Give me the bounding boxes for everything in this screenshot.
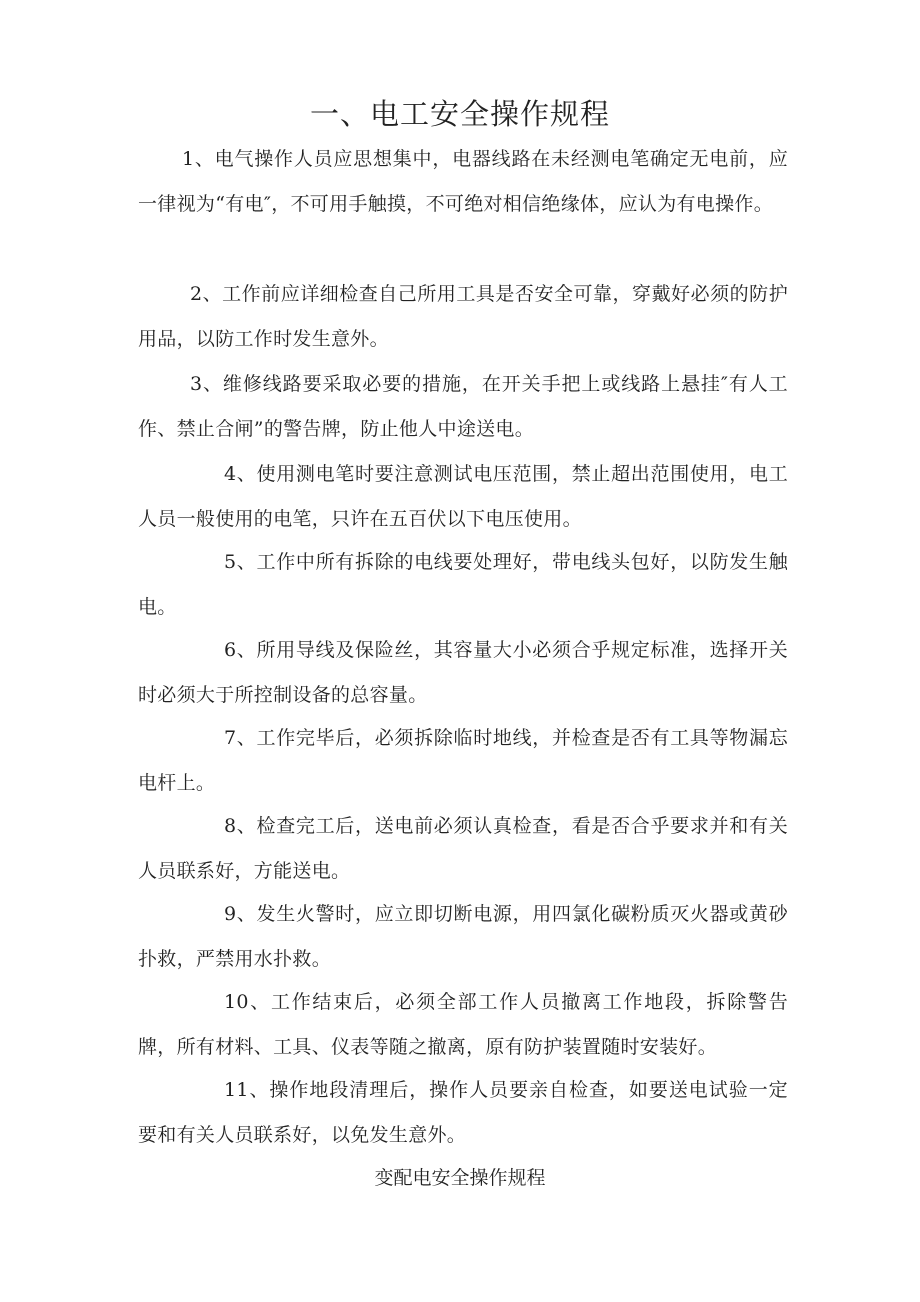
clause-3: 3、维修线路要采取必要的措施，在开关手把上或线路上悬挂″有人工作、禁止合闸”的警告牌，防止他人中途送电。 [138,373,788,440]
clause-8: 8、检查完工后，送电前必须认真检查，看是否合乎要求并和有关人员联系好，方能送电。 [138,815,788,882]
next-section-heading: 变配电安全操作规程 [374,1167,546,1189]
document-title: 一、电工安全操作规程 [309,97,610,131]
clause-2: 2、工作前应详细检查自己所用工具是否安全可靠，穿戴好必须的防护用品，以防工作时发生意外。 [138,283,788,350]
clause-5: 5、工作中所有拆除的电线要处理好，带电线头包好，以防发生触电。 [138,551,788,618]
clause-9: 9、发生火警时，应立即切断电源，用四氯化碳粉质灭火器或黄砂扑救，严禁用水扑救。 [138,903,788,970]
clause-1: 1、电气操作人员应思想集中，电器线路在未经测电笔确定无电前，应一律视为“有电″，不可用手触摸，不可绝对相信绝缘体，应认为有电操作。 [138,148,788,215]
clause-11: 11、操作地段清理后，操作人员要亲自检查，如要送电试验一定要和有关人员联系好，以免发生意外。 [138,1079,788,1146]
clause-10: 10、工作结束后，必须全部工作人员撤离工作地段，拆除警告牌，所有材料、工具、仪表等随之撤离，原有防护装置随时安装好。 [138,991,788,1058]
clause-6: 6、所用导线及保险丝，其容量大小必须合乎规定标准，选择开关时必须大于所控制设备的总容量。 [138,639,788,706]
clause-4: 4、使用测电笔时要注意测试电压范围，禁止超出范围使用，电工人员一般使用的电笔，只许在五百伏以下电压使用。 [138,463,788,530]
clause-7: 7、工作完毕后，必须拆除临时地线，并检查是否有工具等物漏忘电杆上。 [138,727,788,794]
